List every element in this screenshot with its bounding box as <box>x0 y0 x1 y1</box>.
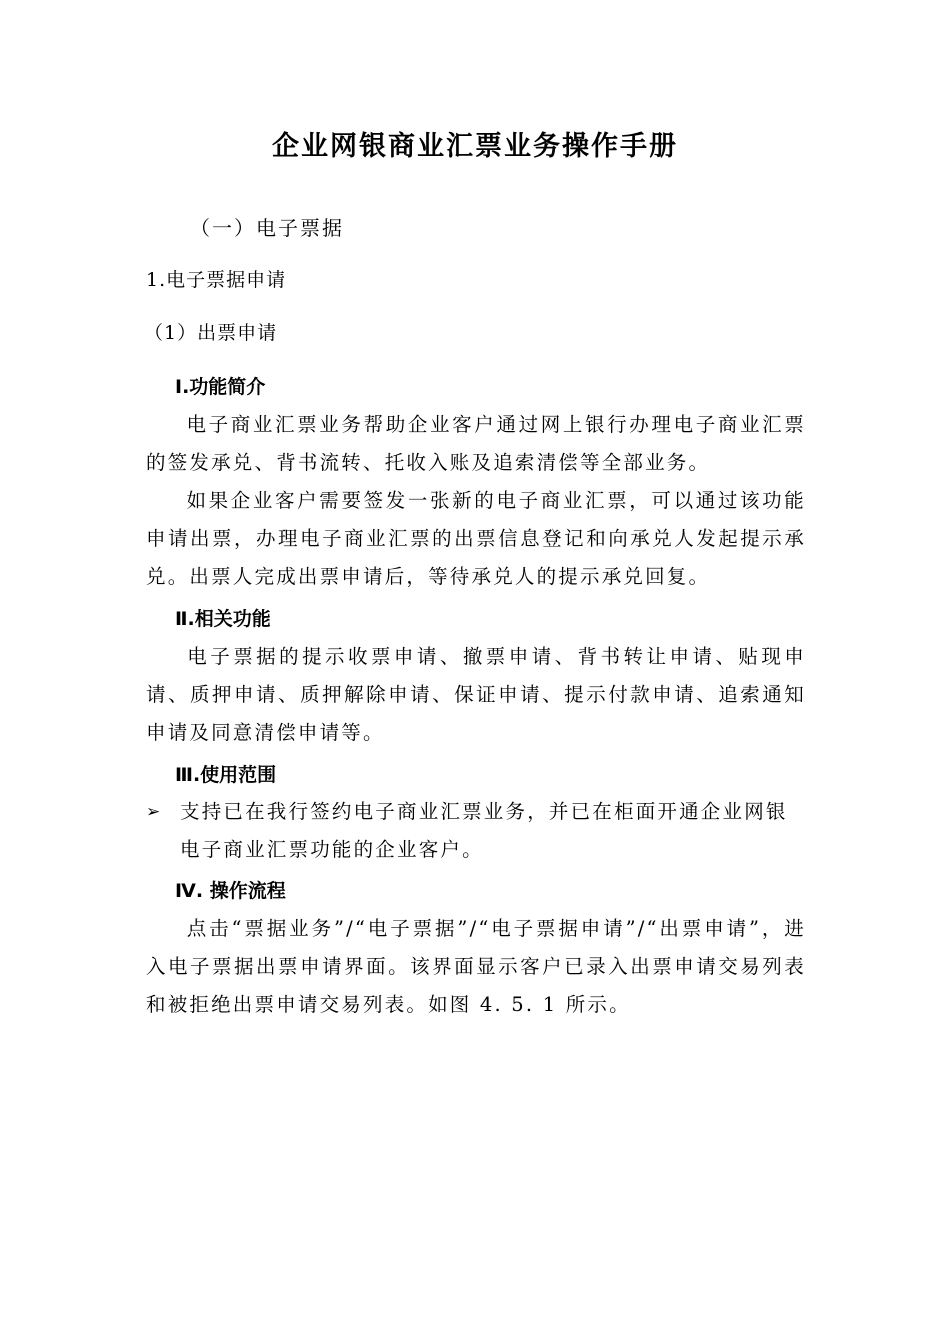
bullet-arrow-icon: ➢ <box>146 802 161 822</box>
heading-related-functions: Ⅱ.相关功能 <box>175 608 271 630</box>
heading-usage-scope: Ⅲ.使用范围 <box>175 764 277 786</box>
section-heading: （一）电子票据 <box>190 216 344 240</box>
paragraph-operation <box>146 910 806 1024</box>
paragraph-intro-1-text: 电子商业汇票业务帮助企业客户通过网上银行办理电子商业汇票的签发承兑、背书流转、托收入账及追索清偿等全部业务。 <box>146 413 806 474</box>
paragraph-intro-1 <box>146 406 806 482</box>
heading-function-intro: Ⅰ.功能简介 <box>175 376 266 398</box>
subsubsection-heading: （1）出票申请 <box>144 322 278 344</box>
paragraph-operation-text: 点击“票据业务”/“电子票据”/“电子票据申请”/“出票申请”，进入电子票据出票申请界面。该界面显示客户已录入出票申请交易列表和被拒绝出票申请交易列表。如图 4. 5. 1 所示。 <box>146 917 806 1016</box>
document-title: 企业网银商业汇票业务操作手册 <box>272 131 678 162</box>
paragraph-intro-2 <box>146 482 806 596</box>
paragraph-related <box>146 638 806 752</box>
paragraph-intro-2-text: 如果企业客户需要签发一张新的电子商业汇票，可以通过该功能申请出票，办理电子商业汇票的出票信息登记和向承兑人发起提示承兑。出票人完成出票申请后，等待承兑人的提示承兑回复。 <box>146 489 806 588</box>
subsection-heading: 1.电子票据申请 <box>146 269 287 291</box>
bullet-item-scope: 支持已在我行签约电子商业汇票业务，并已在柜面开通企业网银电子商业汇票功能的企业客户。 <box>180 800 788 861</box>
heading-operation-flow: Ⅳ. 操作流程 <box>175 880 286 902</box>
paragraph-related-text: 电子票据的提示收票申请、撤票申请、背书转让申请、贴现申请、质押申请、质押解除申请、保证申请、提示付款申请、追索通知申请及同意清偿申请等。 <box>146 645 806 744</box>
